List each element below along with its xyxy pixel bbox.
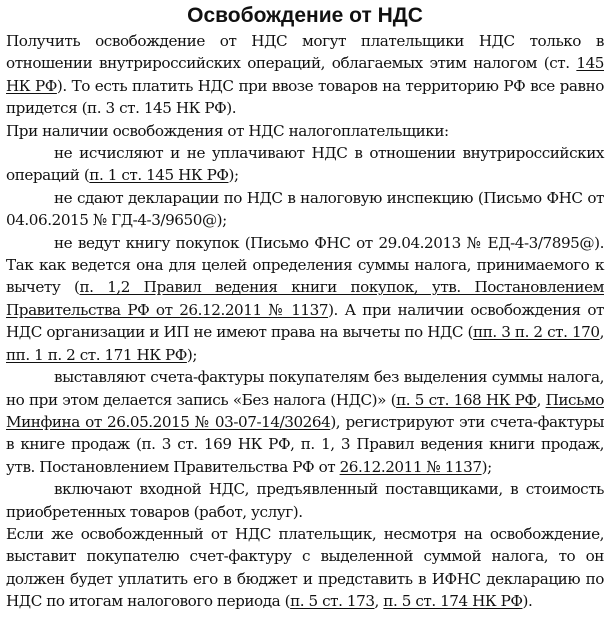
link-p1-art-145[interactable]: п. 1 ст. 145 НК РФ: [89, 166, 229, 185]
text: не ведут книгу покупок (Письмо ФНС от 29.04.2013 № ЕД-4-3/7895@). Так как ведется она для целей определения суммы налога, принимаемого к вычету (: [6, 233, 604, 297]
link-art-174[interactable]: п. 5 ст. 174 НК РФ: [383, 592, 523, 611]
text: ). То есть платить НДС при ввозе товаров на территорию РФ все равно придется (п. 3 ст. 145 НК РФ).: [6, 76, 604, 118]
page-title: Освобождение от НДС: [187, 4, 423, 27]
text: ,: [599, 323, 604, 342]
text: Если же освобожденный от НДС плательщик, несмотря на освобождение, выставит покупателю счет-фактуру с выделенной суммой налога, то он должен будет уплатить его в бюджет и представить в ИФНС декларацию по НДС по итогам налогового периода (: [6, 524, 604, 611]
text: ).: [522, 592, 533, 611]
text: );: [228, 166, 239, 185]
text: );: [481, 457, 492, 476]
link-art-171[interactable]: пп. 1 п. 2 ст. 171 НК РФ: [6, 345, 187, 364]
text: не исчисляют и не уплачивают НДС в отношении внутрироссийских операций (: [6, 144, 604, 185]
paragraph-intro: [6, 30, 604, 120]
link-resolution-1137[interactable]: 26.12.2011 № 1137: [339, 457, 482, 476]
text: ), регистрируют эти счета-фактуры в книге продаж (п. 3 ст. 169 НК РФ, п. 1, 3 Правил ведения книги продаж, утв. Постановлением Правительства РФ от: [6, 412, 604, 476]
link-minfin-letter[interactable]: Письмо Минфина от 26.05.2015 № 03-07-14/30264: [6, 390, 604, 431]
list-item-no-calc: [6, 142, 604, 187]
link-purchase-book-rules[interactable]: п. 1,2 Правил ведения книги покупок, утв. Постановлением Правительства РФ от 26.12.2011 № 1137: [6, 278, 604, 319]
link-art-145[interactable]: 145 НК РФ: [6, 54, 604, 95]
link-art-168[interactable]: п. 5 ст. 168 НК РФ: [396, 390, 537, 409]
link-art-173[interactable]: п. 5 ст. 173: [290, 592, 375, 611]
list-item-no-purchase-book: [6, 232, 604, 366]
list-item-no-declaration: не сдают декларации по НДС в налоговую инспекцию (Письмо ФНС от 04.06.2015 № ГД-4-3/9650@);: [6, 188, 604, 230]
text: Получить освобождение от НДС могут плательщики НДС только в отношении внутрироссийских операций, облагаемых этим налогом (ст.: [6, 32, 604, 73]
list-item-invoices: [6, 366, 604, 478]
text: ,: [374, 592, 384, 611]
paragraph-closing: [6, 523, 604, 613]
link-art-170[interactable]: пп. 3 п. 2 ст. 170: [473, 323, 600, 342]
text: );: [186, 345, 198, 364]
list-item-input-vat: включают входной НДС, предъявленный поставщиками, в стоимость приобретенных товаров (работ, услуг).: [6, 480, 604, 521]
paragraph-lead: При наличии освобождения от НДС налогоплательщики:: [6, 121, 449, 140]
text: ,: [536, 390, 546, 409]
text: ). А при наличии освобождения от НДС организации и ИП не имеют права на вычеты по НДС (: [6, 300, 604, 342]
text: выставляют счета-фактуры покупателям без выделения суммы налога, но при этом делается запись «Без налога (НДС)» (: [6, 368, 604, 409]
